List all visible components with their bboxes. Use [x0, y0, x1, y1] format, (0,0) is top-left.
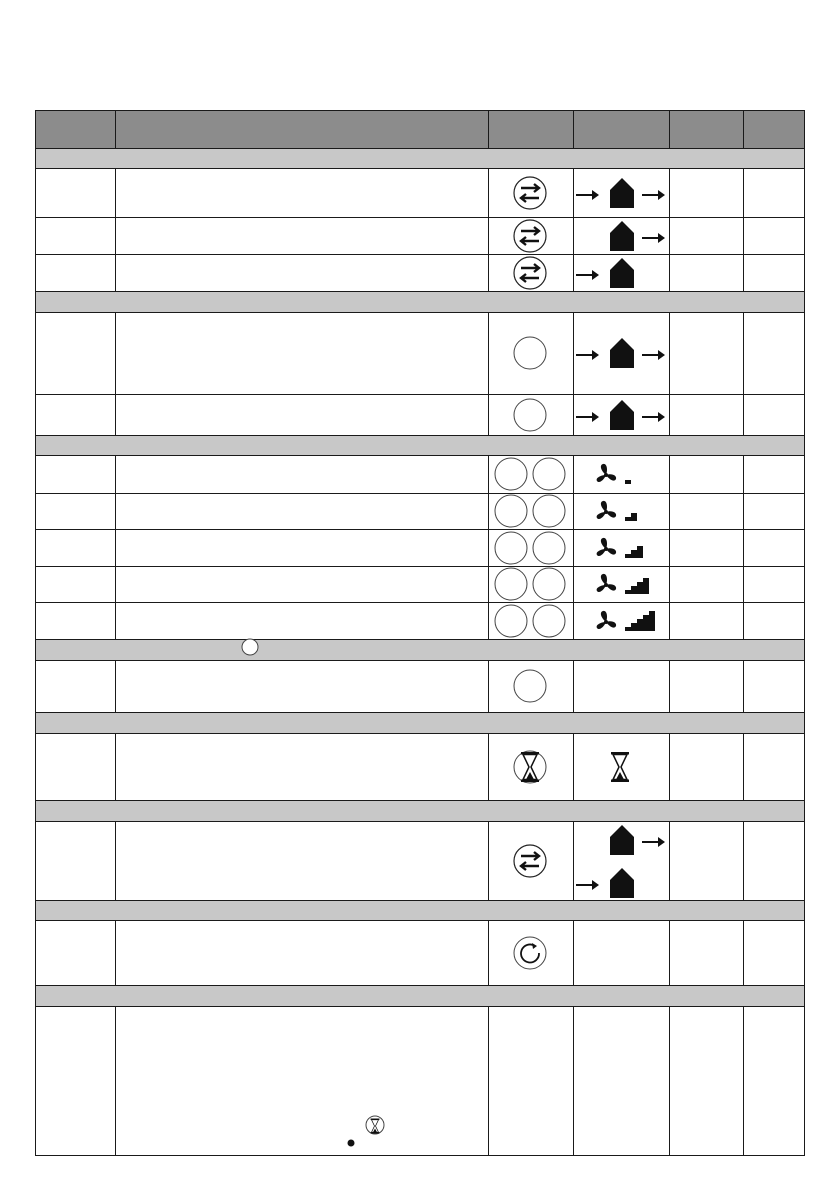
airflow-out-icon: [576, 823, 668, 855]
bullet-dot: [347, 1139, 355, 1147]
airflow-in-out-icon: [576, 336, 668, 368]
fan-speed-icon: [593, 607, 663, 635]
double-button-icon[interactable]: [494, 604, 568, 638]
swap-airflow-button-icon[interactable]: [513, 219, 547, 253]
swap-airflow-button-icon[interactable]: [513, 256, 547, 290]
reset-button-icon[interactable]: [513, 936, 547, 970]
swap-airflow-button-icon[interactable]: [513, 176, 547, 210]
function-table: [35, 110, 805, 1156]
double-button-icon[interactable]: [494, 567, 568, 601]
airflow-in-out-icon: [576, 398, 668, 430]
double-button-icon[interactable]: [494, 494, 568, 528]
fan-speed-icon: [593, 497, 663, 525]
hourglass-icon: [610, 751, 630, 783]
airflow-in-icon: [576, 866, 668, 898]
double-button-icon[interactable]: [494, 457, 568, 491]
double-button-icon[interactable]: [494, 531, 568, 565]
blank-button-icon[interactable]: [513, 398, 547, 432]
table-border: [35, 110, 805, 1156]
blank-button-icon[interactable]: [513, 336, 547, 370]
fan-speed-icon: [593, 534, 663, 562]
airflow-in-out-icon: [576, 176, 668, 208]
airflow-out-icon: [576, 219, 668, 251]
fan-speed-icon: [593, 460, 663, 488]
inline-button-glyph: [241, 638, 259, 656]
blank-button-icon[interactable]: [513, 669, 547, 703]
inline-timer-glyph: [365, 1115, 385, 1135]
timer-button-icon[interactable]: [513, 750, 547, 784]
airflow-in-icon: [576, 256, 668, 288]
fan-speed-icon: [593, 570, 663, 598]
swap-airflow-button-icon[interactable]: [513, 844, 547, 878]
